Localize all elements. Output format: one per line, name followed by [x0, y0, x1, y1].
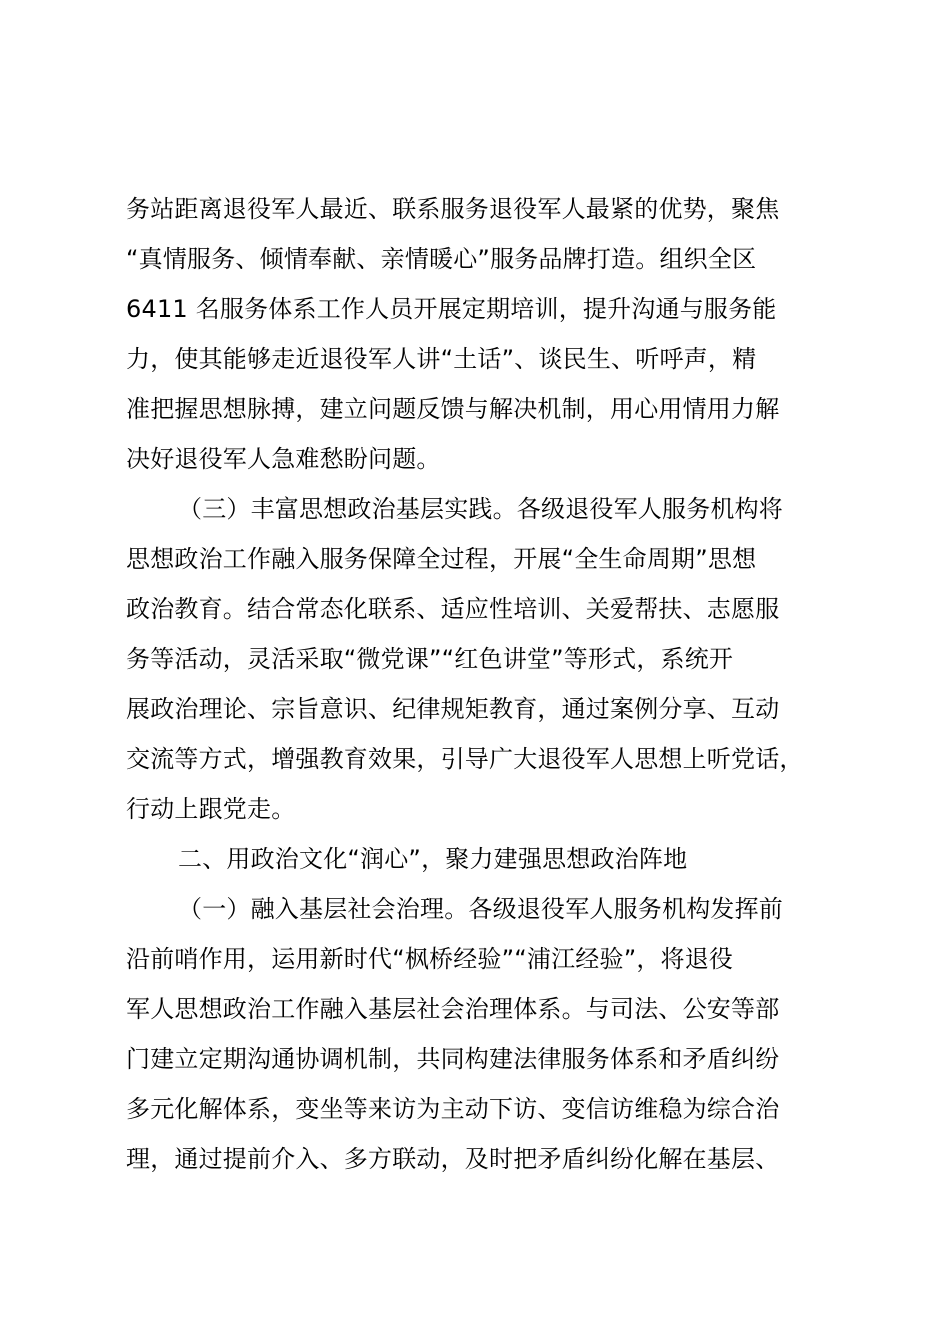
text-line-2: “真情服务、倾情奉献、亲情暖心”服务品牌打造。组织全区 — [126, 245, 757, 273]
text-line-11: 展政治理论、宗旨意识、纪律规矩教育，通过案例分享、互动 — [126, 695, 780, 723]
text-line-8: 思想政治工作融入服务保障全过程，开展“全生命周期”思想 — [126, 545, 757, 573]
paragraph-heading-1: （一）融入基层社会治理。各级退役军人服务机构发挥前 — [178, 895, 783, 923]
section-heading-2: 二、用政治文化“润心”，聚力建强思想政治阵地 — [178, 845, 688, 873]
text-line-5: 准把握思想脉搏，建立问题反馈与解决机制，用心用情用力解 — [126, 395, 780, 423]
text-line-9: 政治教育。结合常态化联系、适应性培训、关爱帮扶、志愿服 — [126, 595, 780, 623]
text-line-19: 多元化解体系，变坐等来访为主动下访、变信访维稳为综合治 — [126, 1095, 780, 1123]
text-line-10: 务等活动，灵活采取“微党课”“红色讲堂”等形式，系统开 — [126, 645, 734, 673]
text-line-18: 门建立定期沟通协调机制，共同构建法律服务体系和矛盾纠纷 — [126, 1045, 780, 1073]
text-line-6: 决好退役军人急难愁盼问题。 — [126, 445, 441, 473]
text-line-20: 理，通过提前介入、多方联动，及时把矛盾纠纷化解在基层、 — [126, 1145, 780, 1173]
text-line-12: 交流等方式，增强教育效果，引导广大退役军人思想上听党话， — [126, 745, 804, 773]
text-line-17: 军人思想政治工作融入基层社会治理体系。与司法、公安等部 — [126, 995, 780, 1023]
text-line-16: 沿前哨作用，运用新时代“枫桥经验”“浦江经验”，将退役 — [126, 945, 734, 973]
paragraph-heading-3: （三）丰富思想政治基层实践。各级退役军人服务机构将 — [178, 495, 783, 523]
text-line-4: 力，使其能够走近退役军人讲“土话”、谈民生、听呼声，精 — [126, 345, 757, 373]
text-line-1: 务站距离退役军人最近、联系服务退役军人最紧的优势，聚焦 — [126, 195, 780, 223]
text-line-3: 6411 名服务体系工作人员开展定期培训，提升沟通与服务能 — [126, 295, 777, 323]
text-line-13: 行动上跟党走。 — [126, 795, 296, 823]
document-body — [126, 184, 856, 1184]
